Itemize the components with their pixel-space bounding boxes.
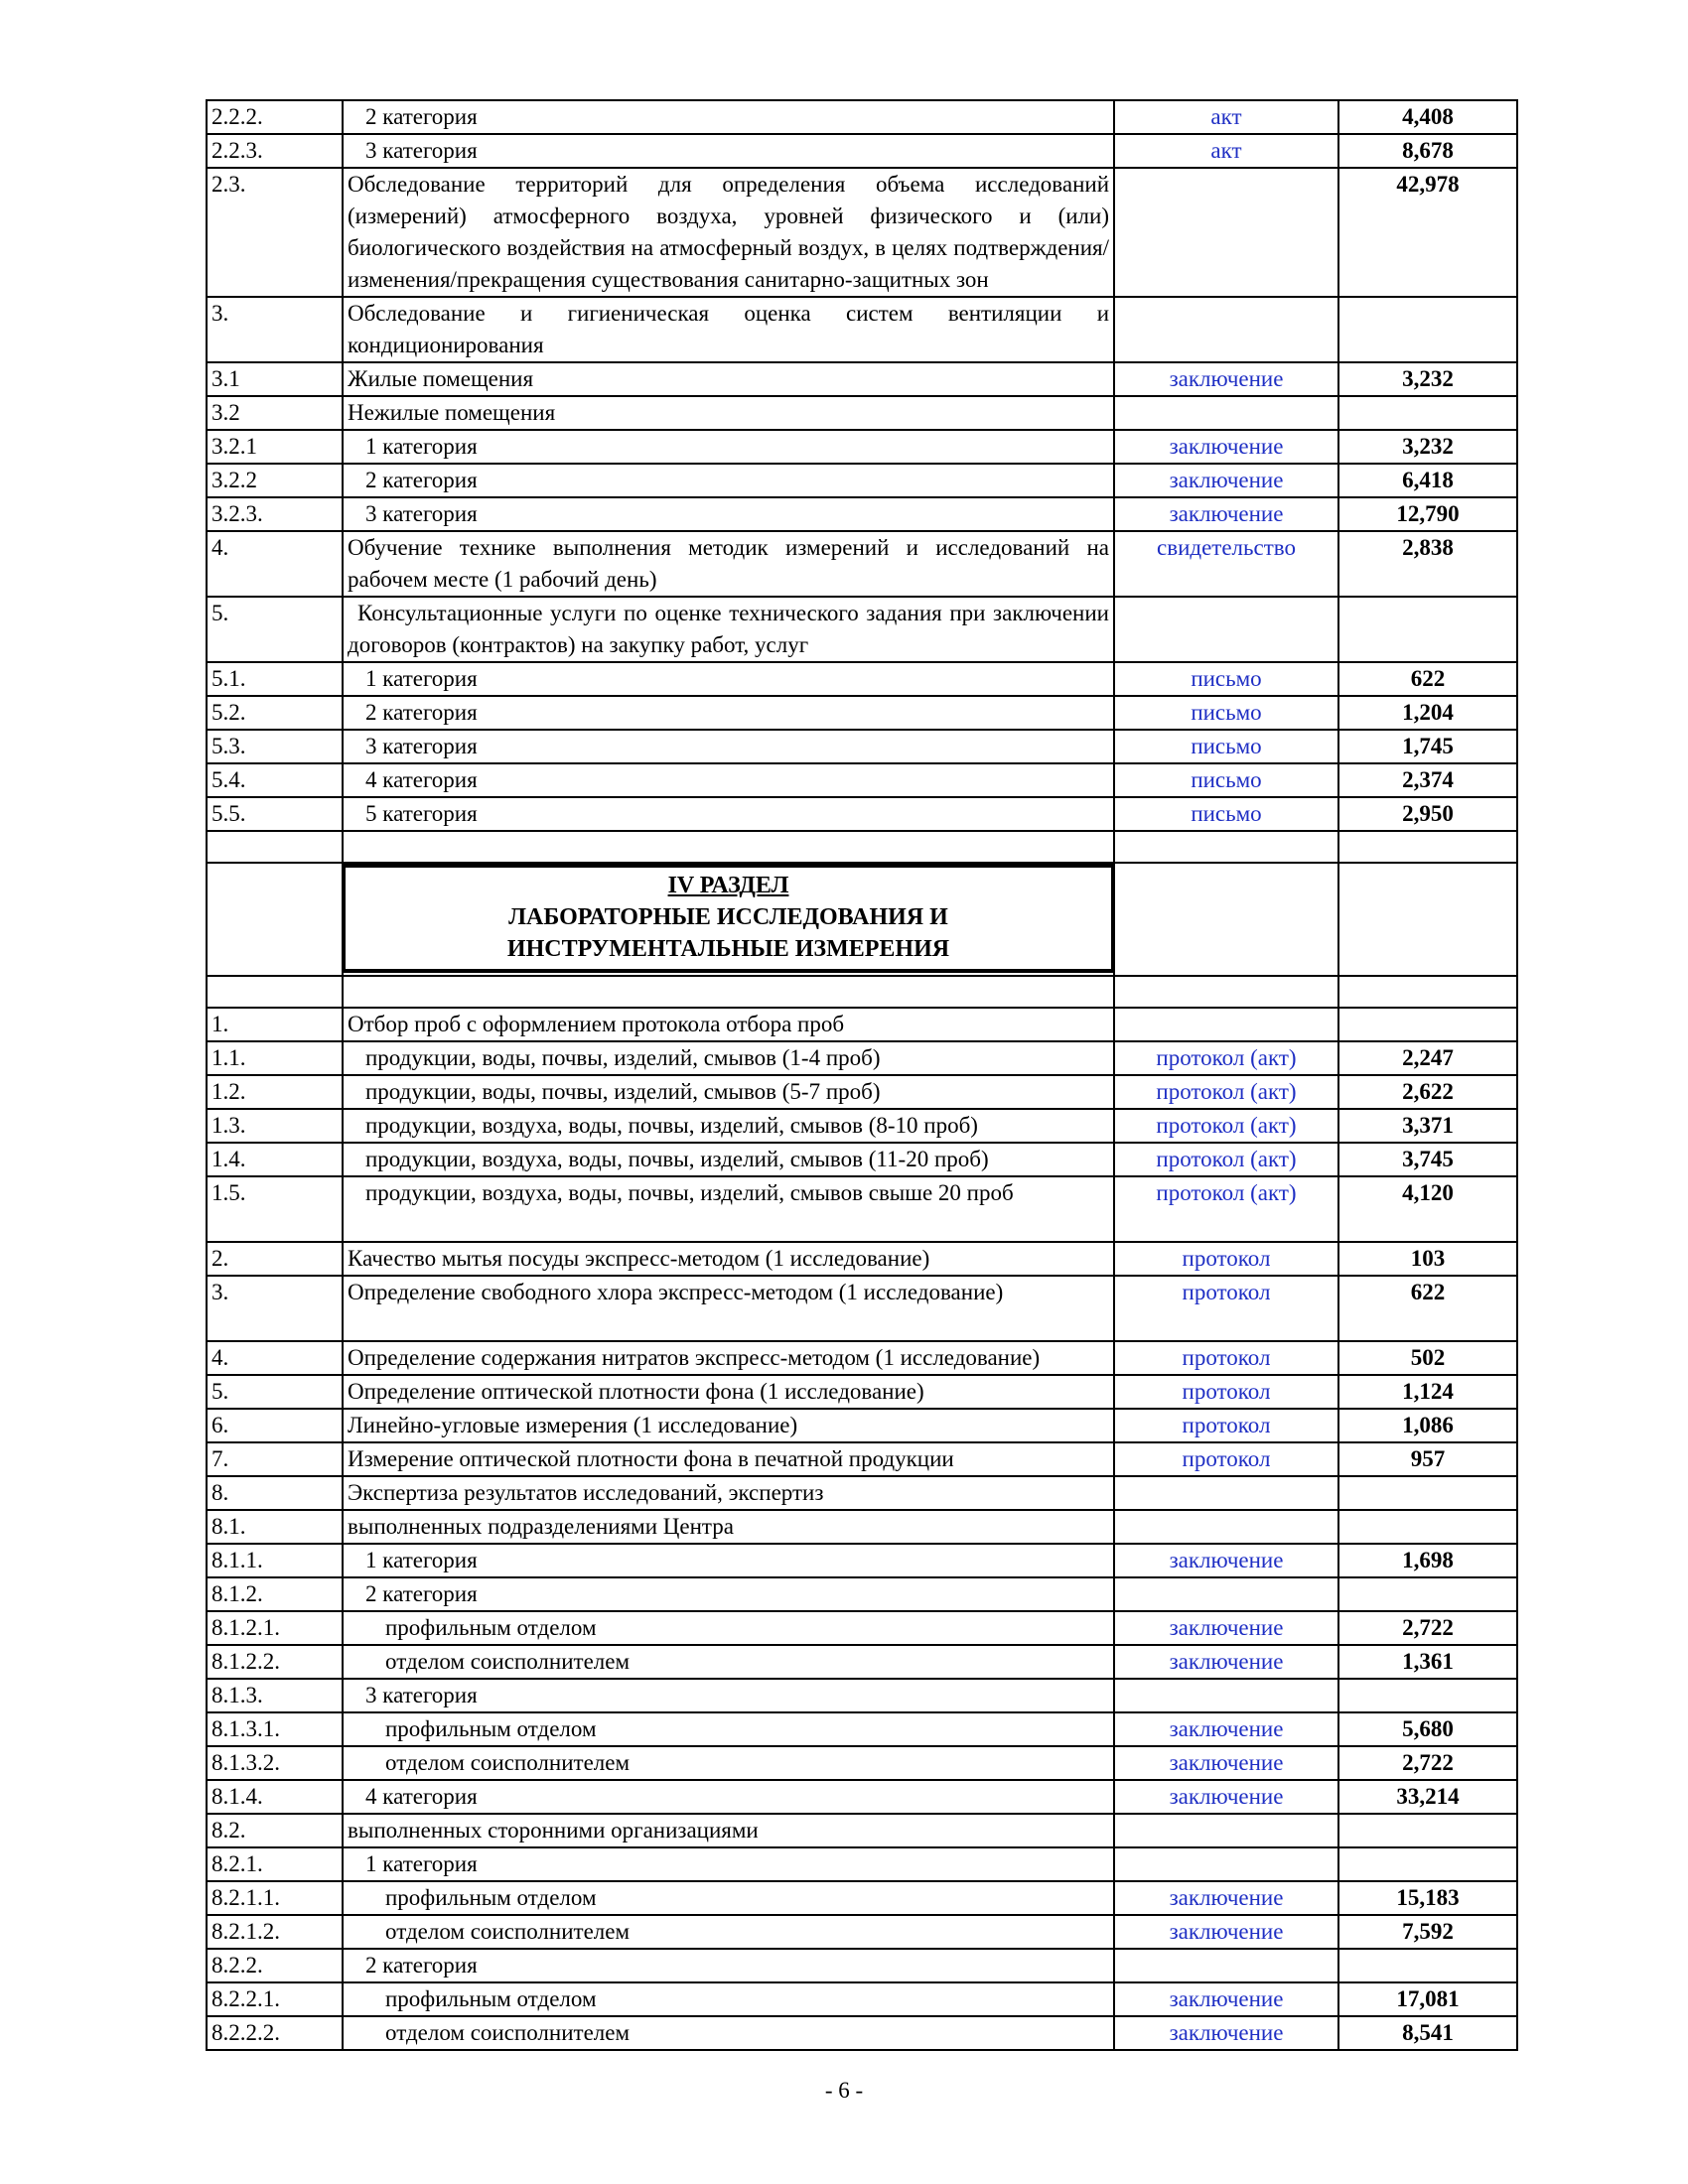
item-price-cell: 8,678 — [1338, 134, 1517, 168]
table-row — [207, 1510, 1517, 1544]
item-number-cell — [207, 831, 343, 863]
item-number-cell: 8. — [207, 1476, 343, 1510]
table-row — [207, 1915, 1517, 1949]
item-number-cell: 8.1. — [207, 1510, 343, 1544]
item-number-cell — [207, 976, 343, 1008]
item-number-cell: 1.3. — [207, 1109, 343, 1143]
item-number-cell: 8.2. — [207, 1814, 343, 1847]
item-document-cell: протокол (акт) — [1114, 1176, 1338, 1242]
item-price-cell: 15,183 — [1338, 1881, 1517, 1915]
item-price-cell: 1,086 — [1338, 1409, 1517, 1442]
item-name-cell: 1 категория — [343, 1847, 1114, 1881]
item-name-cell: отделом соисполнителем — [343, 1645, 1114, 1679]
item-document-cell — [1114, 396, 1338, 430]
item-name-cell — [343, 976, 1114, 1008]
table-row — [207, 1982, 1517, 2016]
item-number-cell: 2.2.2. — [207, 100, 343, 134]
item-price-cell: 7,592 — [1338, 1915, 1517, 1949]
section-price-cell — [1338, 863, 1517, 976]
item-price-cell — [1338, 1679, 1517, 1712]
table-row — [207, 831, 1517, 863]
item-price-cell: 622 — [1338, 1276, 1517, 1341]
table-row — [207, 763, 1517, 797]
item-name-cell: Консультационные услуги по оценке технического задания при заключении договоров (контрактов) на закупку работ, услуг — [343, 597, 1114, 662]
table-row — [207, 797, 1517, 831]
item-name-cell: выполненных подразделениями Центра — [343, 1510, 1114, 1544]
section-title-cell — [343, 863, 1114, 976]
item-document-cell — [1114, 1008, 1338, 1041]
item-number-cell: 5. — [207, 597, 343, 662]
section-title-line2: ЛАБОРАТОРНЫЕ ИССЛЕДОВАНИЯ И — [508, 904, 948, 930]
item-name-cell: Определение содержания нитратов экспресс-методом (1 исследование) — [343, 1341, 1114, 1375]
item-price-cell: 4,120 — [1338, 1176, 1517, 1242]
item-number-cell: 5.5. — [207, 797, 343, 831]
item-number-cell: 4. — [207, 1341, 343, 1375]
item-document-cell: заключение — [1114, 1982, 1338, 2016]
table-row — [207, 1143, 1517, 1176]
item-price-cell: 502 — [1338, 1341, 1517, 1375]
item-number-cell: 3.2.2 — [207, 464, 343, 497]
item-price-cell — [1338, 396, 1517, 430]
table-row — [207, 597, 1517, 662]
item-price-cell: 3,745 — [1338, 1143, 1517, 1176]
item-name-cell: 2 категория — [343, 1949, 1114, 1982]
table-row — [207, 396, 1517, 430]
item-number-cell: 3. — [207, 1276, 343, 1341]
table-row — [207, 1577, 1517, 1611]
item-number-cell: 2.3. — [207, 168, 343, 297]
item-price-cell — [1338, 297, 1517, 362]
item-name-cell: отделом соисполнителем — [343, 2016, 1114, 2050]
item-name-cell: Определение оптической плотности фона (1 исследование) — [343, 1375, 1114, 1409]
item-number-cell: 8.2.2. — [207, 1949, 343, 1982]
item-document-cell: письмо — [1114, 730, 1338, 763]
item-name-cell: профильным отделом — [343, 1611, 1114, 1645]
item-document-cell: заключение — [1114, 2016, 1338, 2050]
item-document-cell — [1114, 1577, 1338, 1611]
item-price-cell — [1338, 1814, 1517, 1847]
table-row — [207, 1712, 1517, 1746]
item-document-cell: письмо — [1114, 696, 1338, 730]
item-number-cell: 3.2.3. — [207, 497, 343, 531]
item-price-cell: 1,698 — [1338, 1544, 1517, 1577]
item-number-cell: 1.5. — [207, 1176, 343, 1242]
table-row — [207, 976, 1517, 1008]
item-name-cell: 1 категория — [343, 662, 1114, 696]
item-name-cell: 3 категория — [343, 134, 1114, 168]
item-price-cell: 2,838 — [1338, 531, 1517, 597]
item-name-cell: Отбор проб с оформлением протокола отбора проб — [343, 1008, 1114, 1041]
item-document-cell: протокол — [1114, 1442, 1338, 1476]
section-header-row — [207, 863, 1517, 976]
table-row — [207, 1109, 1517, 1143]
table-row — [207, 297, 1517, 362]
item-price-cell — [1338, 1949, 1517, 1982]
item-document-cell — [1114, 1949, 1338, 1982]
item-number-cell: 3. — [207, 297, 343, 362]
item-number-cell: 3.2 — [207, 396, 343, 430]
item-document-cell: заключение — [1114, 1881, 1338, 1915]
item-number-cell: 8.1.3.1. — [207, 1712, 343, 1746]
item-number-cell: 8.1.1. — [207, 1544, 343, 1577]
item-document-cell — [1114, 1679, 1338, 1712]
item-name-cell: 3 категория — [343, 730, 1114, 763]
table-row — [207, 1442, 1517, 1476]
table-row — [207, 1645, 1517, 1679]
item-price-cell — [1338, 1510, 1517, 1544]
table-row — [207, 1075, 1517, 1109]
item-number-cell: 1.1. — [207, 1041, 343, 1075]
item-price-cell: 2,722 — [1338, 1611, 1517, 1645]
item-document-cell: протокол (акт) — [1114, 1109, 1338, 1143]
item-document-cell: заключение — [1114, 1712, 1338, 1746]
item-number-cell: 2.2.3. — [207, 134, 343, 168]
item-number-cell: 8.1.2. — [207, 1577, 343, 1611]
item-document-cell — [1114, 1510, 1338, 1544]
item-document-cell: свидетельство — [1114, 531, 1338, 597]
table-body-bottom — [207, 976, 1517, 2050]
table-row — [207, 1746, 1517, 1780]
item-price-cell: 2,622 — [1338, 1075, 1517, 1109]
page-number: - 6 - — [824, 2078, 864, 2103]
item-name-cell: отделом соисполнителем — [343, 1915, 1114, 1949]
item-name-cell: продукции, воды, почвы, изделий, смывов (5-7 проб) — [343, 1075, 1114, 1109]
table-row — [207, 1780, 1517, 1814]
item-name-cell: Обследование и гигиеническая оценка систем вентиляции и кондиционирования — [343, 297, 1114, 362]
item-document-cell: заключение — [1114, 1611, 1338, 1645]
item-number-cell: 8.2.1.2. — [207, 1915, 343, 1949]
item-document-cell: протокол (акт) — [1114, 1075, 1338, 1109]
item-number-cell: 3.1 — [207, 362, 343, 396]
item-number-cell: 2. — [207, 1242, 343, 1276]
table-row — [207, 100, 1517, 134]
item-price-cell — [1338, 976, 1517, 1008]
item-document-cell: письмо — [1114, 662, 1338, 696]
table-row — [207, 1041, 1517, 1075]
item-price-cell: 6,418 — [1338, 464, 1517, 497]
item-document-cell: протокол — [1114, 1409, 1338, 1442]
item-number-cell: 5.1. — [207, 662, 343, 696]
item-name-cell: Обучение технике выполнения методик измерений и исследований на рабочем месте (1 рабочий день) — [343, 531, 1114, 597]
item-price-cell: 17,081 — [1338, 1982, 1517, 2016]
item-name-cell: 2 категория — [343, 1577, 1114, 1611]
item-price-cell: 33,214 — [1338, 1780, 1517, 1814]
item-name-cell: Обследование территорий для определения объема исследований (измерений) атмосферного воздуха, уровней физического и (или) биологического воздействия на атмосферный воздух, в целях подтверждения/изменения/прекращения существования санитарно-защитных зон — [343, 168, 1114, 297]
table-row — [207, 362, 1517, 396]
item-number-cell: 1.2. — [207, 1075, 343, 1109]
section-title-line3: ИНСТРУМЕНТАЛЬНЫЕ ИЗМЕРЕНИЯ — [506, 936, 950, 962]
table-row — [207, 1847, 1517, 1881]
item-price-cell: 3,232 — [1338, 430, 1517, 464]
table-row — [207, 1814, 1517, 1847]
item-number-cell: 8.1.3. — [207, 1679, 343, 1712]
item-price-cell: 103 — [1338, 1242, 1517, 1276]
item-name-cell: продукции, воздуха, воды, почвы, изделий, смывов (11-20 проб) — [343, 1143, 1114, 1176]
item-document-cell — [1114, 297, 1338, 362]
item-name-cell: выполненных сторонними организациями — [343, 1814, 1114, 1847]
section-title-line1: IV РАЗДЕЛ — [667, 873, 789, 898]
item-number-cell: 8.1.2.1. — [207, 1611, 343, 1645]
item-price-cell — [1338, 1847, 1517, 1881]
item-name-cell: Нежилые помещения — [343, 396, 1114, 430]
item-number-cell: 8.1.2.2. — [207, 1645, 343, 1679]
item-name-cell: Экспертиза результатов исследований, экспертиз — [343, 1476, 1114, 1510]
section-header-row-group — [207, 863, 1517, 976]
table-row — [207, 1611, 1517, 1645]
table-row — [207, 1409, 1517, 1442]
item-document-cell: письмо — [1114, 797, 1338, 831]
item-name-cell: 1 категория — [343, 1544, 1114, 1577]
item-price-cell: 2,950 — [1338, 797, 1517, 831]
item-price-cell: 2,722 — [1338, 1746, 1517, 1780]
item-price-cell — [1338, 1476, 1517, 1510]
table-row — [207, 464, 1517, 497]
item-document-cell — [1114, 168, 1338, 297]
item-price-cell: 1,361 — [1338, 1645, 1517, 1679]
table-row — [207, 696, 1517, 730]
item-name-cell: отделом соисполнителем — [343, 1746, 1114, 1780]
item-name-cell: 5 категория — [343, 797, 1114, 831]
table-row — [207, 1176, 1517, 1242]
item-document-cell: заключение — [1114, 1544, 1338, 1577]
item-price-cell: 4,408 — [1338, 100, 1517, 134]
item-price-cell: 5,680 — [1338, 1712, 1517, 1746]
item-name-cell: Линейно-угловые измерения (1 исследование) — [343, 1409, 1114, 1442]
price-list-table — [206, 99, 1518, 2051]
item-document-cell — [1114, 1476, 1338, 1510]
table-row — [207, 497, 1517, 531]
item-name-cell: продукции, воды, почвы, изделий, смывов (1-4 проб) — [343, 1041, 1114, 1075]
item-document-cell — [1114, 831, 1338, 863]
item-name-cell: 2 категория — [343, 464, 1114, 497]
item-number-cell: 8.1.4. — [207, 1780, 343, 1814]
section-title-box — [342, 864, 1115, 973]
item-price-cell: 622 — [1338, 662, 1517, 696]
item-name-cell: Определение свободного хлора экспресс-методом (1 исследование) — [343, 1276, 1114, 1341]
item-number-cell: 5. — [207, 1375, 343, 1409]
item-number-cell: 7. — [207, 1442, 343, 1476]
item-document-cell: акт — [1114, 100, 1338, 134]
item-number-cell: 8.2.2.1. — [207, 1982, 343, 2016]
table-row — [207, 531, 1517, 597]
item-name-cell: Измерение оптической плотности фона в печатной продукции — [343, 1442, 1114, 1476]
item-number-cell: 1.4. — [207, 1143, 343, 1176]
item-name-cell: 2 категория — [343, 100, 1114, 134]
item-document-cell — [1114, 1814, 1338, 1847]
item-name-cell: продукции, воздуха, воды, почвы, изделий, смывов свыше 20 проб — [343, 1176, 1114, 1242]
table-row — [207, 2016, 1517, 2050]
section-num-cell — [207, 863, 343, 976]
item-price-cell: 1,124 — [1338, 1375, 1517, 1409]
item-number-cell: 5.4. — [207, 763, 343, 797]
section-doc-cell — [1114, 863, 1338, 976]
item-price-cell: 12,790 — [1338, 497, 1517, 531]
item-document-cell — [1114, 1847, 1338, 1881]
item-price-cell: 3,371 — [1338, 1109, 1517, 1143]
table-row — [207, 730, 1517, 763]
item-number-cell: 8.2.2.2. — [207, 2016, 343, 2050]
item-number-cell: 1. — [207, 1008, 343, 1041]
item-number-cell: 5.2. — [207, 696, 343, 730]
item-name-cell — [343, 831, 1114, 863]
item-name-cell: 4 категория — [343, 763, 1114, 797]
item-document-cell — [1114, 597, 1338, 662]
item-price-cell: 42,978 — [1338, 168, 1517, 297]
item-document-cell: протокол (акт) — [1114, 1041, 1338, 1075]
table-row — [207, 1242, 1517, 1276]
item-document-cell: заключение — [1114, 1746, 1338, 1780]
item-document-cell: заключение — [1114, 1645, 1338, 1679]
item-price-cell: 2,247 — [1338, 1041, 1517, 1075]
item-document-cell: письмо — [1114, 763, 1338, 797]
item-price-cell — [1338, 597, 1517, 662]
table-row — [207, 1476, 1517, 1510]
item-name-cell: профильным отделом — [343, 1881, 1114, 1915]
item-number-cell: 8.2.1.1. — [207, 1881, 343, 1915]
item-price-cell: 8,541 — [1338, 2016, 1517, 2050]
item-price-cell: 957 — [1338, 1442, 1517, 1476]
item-number-cell: 6. — [207, 1409, 343, 1442]
item-document-cell: протокол (акт) — [1114, 1143, 1338, 1176]
item-number-cell: 5.3. — [207, 730, 343, 763]
item-name-cell: 4 категория — [343, 1780, 1114, 1814]
item-name-cell: профильным отделом — [343, 1982, 1114, 2016]
item-name-cell: Жилые помещения — [343, 362, 1114, 396]
item-name-cell: 2 категория — [343, 696, 1114, 730]
item-name-cell: продукции, воздуха, воды, почвы, изделий, смывов (8-10 проб) — [343, 1109, 1114, 1143]
table-row — [207, 1341, 1517, 1375]
table-row — [207, 1949, 1517, 1982]
item-price-cell — [1338, 1577, 1517, 1611]
item-price-cell: 3,232 — [1338, 362, 1517, 396]
item-price-cell — [1338, 1008, 1517, 1041]
item-price-cell: 1,745 — [1338, 730, 1517, 763]
table-body-top — [207, 100, 1517, 863]
table-row — [207, 134, 1517, 168]
item-number-cell: 4. — [207, 531, 343, 597]
item-name-cell: 1 категория — [343, 430, 1114, 464]
table-row — [207, 430, 1517, 464]
table-row — [207, 1008, 1517, 1041]
item-document-cell: заключение — [1114, 1780, 1338, 1814]
item-document-cell: протокол — [1114, 1375, 1338, 1409]
item-name-cell: 3 категория — [343, 497, 1114, 531]
table-row — [207, 1679, 1517, 1712]
item-name-cell: профильным отделом — [343, 1712, 1114, 1746]
item-document-cell: заключение — [1114, 1915, 1338, 1949]
item-price-cell: 1,204 — [1338, 696, 1517, 730]
item-price-cell — [1338, 831, 1517, 863]
table-row — [207, 168, 1517, 297]
item-document-cell: акт — [1114, 134, 1338, 168]
item-number-cell: 8.1.3.2. — [207, 1746, 343, 1780]
item-number-cell: 3.2.1 — [207, 430, 343, 464]
item-document-cell: заключение — [1114, 497, 1338, 531]
item-document-cell — [1114, 976, 1338, 1008]
item-document-cell: заключение — [1114, 362, 1338, 396]
table-row — [207, 1544, 1517, 1577]
item-name-cell: Качество мытья посуды экспресс-методом (1 исследование) — [343, 1242, 1114, 1276]
item-document-cell: протокол — [1114, 1341, 1338, 1375]
item-document-cell: заключение — [1114, 464, 1338, 497]
item-price-cell: 2,374 — [1338, 763, 1517, 797]
item-document-cell: протокол — [1114, 1242, 1338, 1276]
item-document-cell: заключение — [1114, 430, 1338, 464]
table-row — [207, 1881, 1517, 1915]
table-row — [207, 1276, 1517, 1341]
table-row — [207, 1375, 1517, 1409]
item-document-cell: протокол — [1114, 1276, 1338, 1341]
item-name-cell: 3 категория — [343, 1679, 1114, 1712]
item-number-cell: 8.2.1. — [207, 1847, 343, 1881]
table-row — [207, 662, 1517, 696]
